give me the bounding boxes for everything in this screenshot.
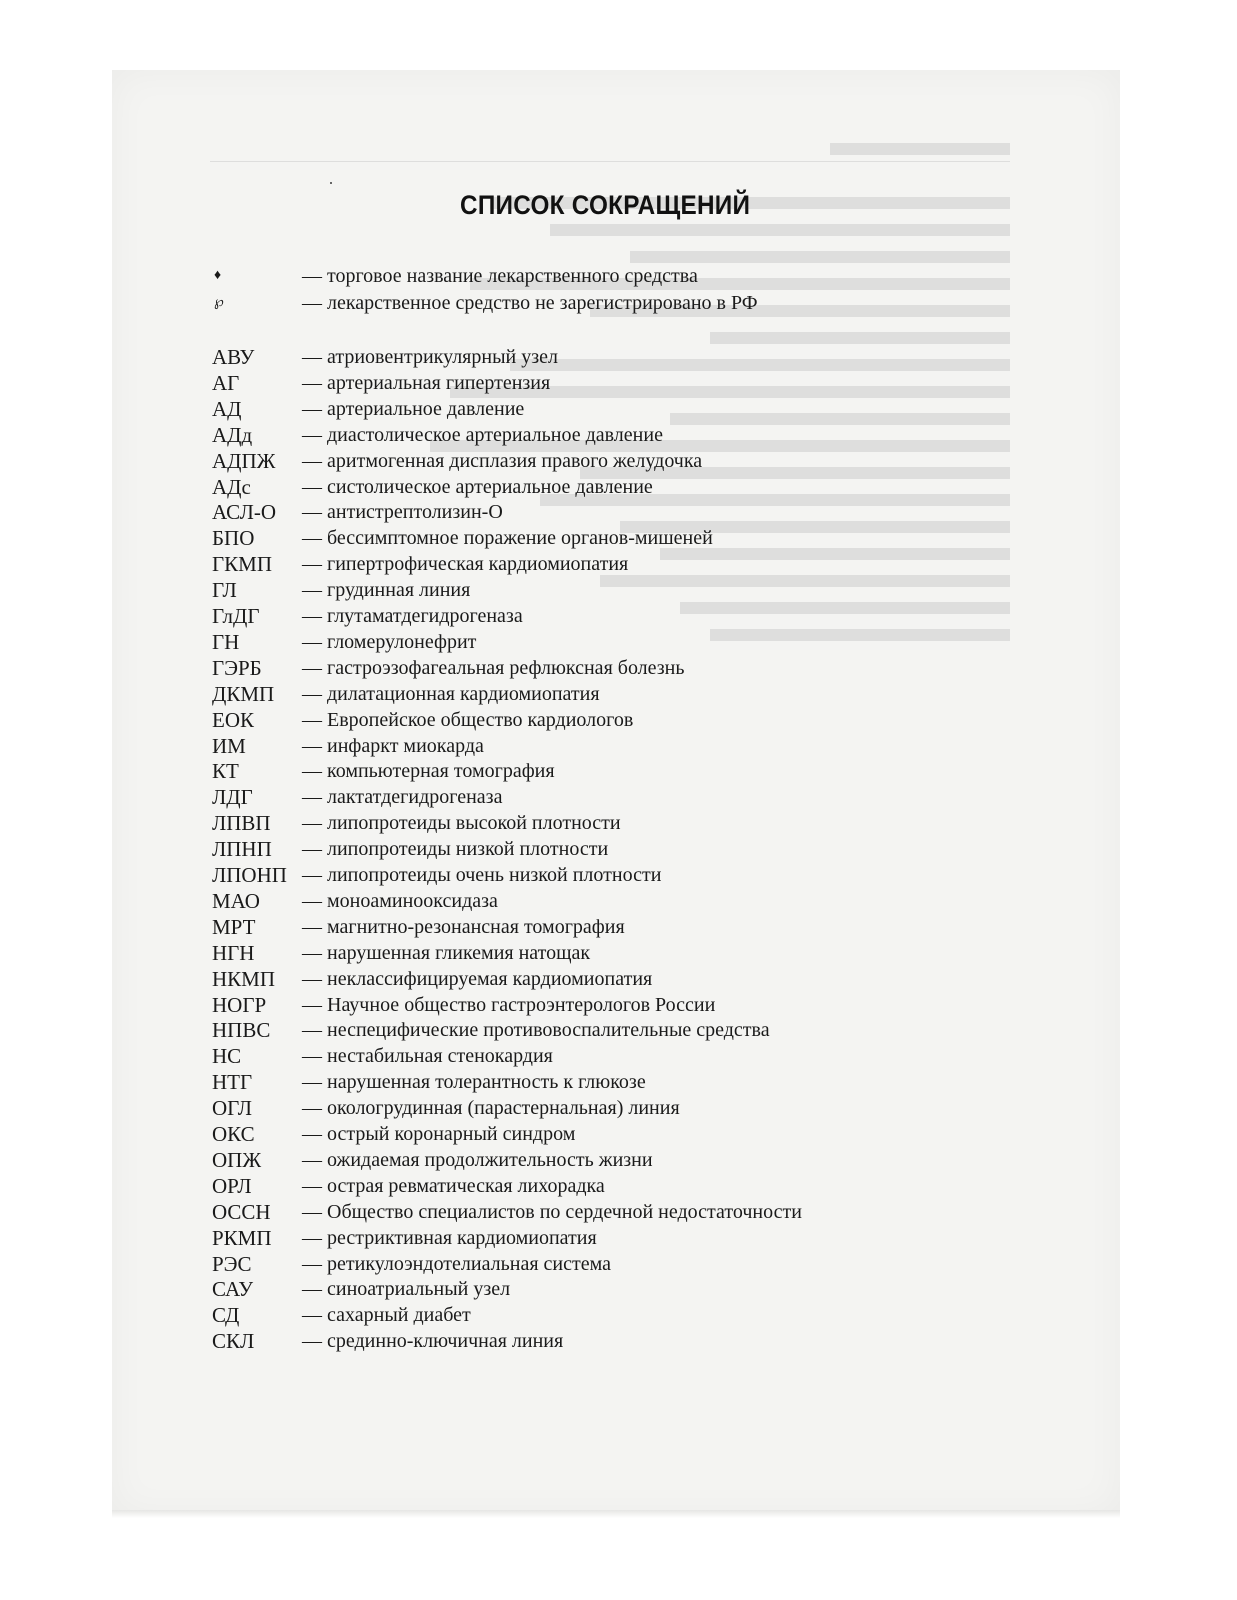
abbreviation-term: САУ — [212, 1277, 254, 1302]
entry-definition: Научное общество гастроэнтерологов России — [327, 993, 716, 1016]
abbreviation-term: ГКМП — [212, 552, 272, 577]
abbreviation-term: НПВС — [212, 1018, 271, 1043]
entry-definition: компьютерная томография — [327, 760, 555, 783]
entry-definition: лекарственное средство не зарегистрировано в РФ — [327, 291, 758, 314]
entry-definition: рестриктивная кардиомиопатия — [327, 1226, 597, 1249]
abbreviation-term: МРТ — [212, 914, 256, 939]
abbreviation-term: АДПЖ — [212, 448, 276, 473]
abbreviation-term: ГЭРБ — [212, 655, 262, 680]
entry-definition: сахарный диабет — [327, 1304, 471, 1327]
entry-definition: торговое название лекарственного средства — [327, 265, 698, 287]
page-title: СПИСОК СОКРАЩЕНИЙ — [460, 190, 751, 220]
entry-definition: нарушенная гликемия натощак — [327, 941, 591, 964]
abbreviation-term: АГ — [212, 370, 240, 395]
entry-definition: магнитно-резонансная томография — [327, 915, 625, 938]
abbreviation-term: ГлДГ — [212, 604, 260, 628]
entry-dash: — — [302, 501, 322, 524]
abbreviation-term: ГН — [212, 629, 240, 654]
entry-dash: — — [302, 579, 322, 602]
entry-dash: — — [302, 630, 322, 653]
entry-dash: — — [302, 371, 322, 394]
entry-definition: срединно-ключичная линия — [327, 1330, 564, 1353]
entry-definition: Европейское общество кардиологов — [327, 708, 634, 731]
entry-definition: моноаминооксидаза — [327, 889, 498, 912]
entry-dash: — — [302, 1174, 322, 1197]
entry-definition: неклассифицируемая кардиомиопатия — [327, 967, 653, 990]
entry-definition: артериальная гипертензия — [327, 371, 551, 394]
entry-definition: антистрептолизин-О — [327, 501, 503, 524]
entry-dash: — — [302, 760, 322, 783]
entry-dash: — — [302, 1071, 322, 1094]
entry-definition: синоатриальный узел — [327, 1278, 511, 1301]
entry-definition: нестабильная стенокардия — [327, 1045, 553, 1068]
entry-definition: лактатдегидрогеназа — [327, 786, 503, 809]
entry-definition: систолическое артериальное давление — [327, 475, 653, 498]
entry-definition: Общество специалистов по сердечной недостаточности — [327, 1200, 802, 1223]
entry-definition: бессимптомное поражение органов-мишеней — [327, 527, 713, 550]
entry-definition: глутаматдегидрогеназа — [327, 605, 523, 627]
abbreviation-term: ЛПОНП — [212, 863, 287, 887]
entry-dash: — — [302, 1304, 322, 1327]
entry-dash: — — [302, 993, 322, 1016]
entry-definition: диастолическое артериальное давление — [327, 423, 663, 446]
entry-dash: — — [302, 346, 322, 368]
abbreviation-term: НКМП — [212, 966, 276, 991]
entry-dash: — — [302, 605, 322, 627]
entry-definition: неспецифические противовоспалительные средства — [327, 1019, 770, 1042]
abbreviation-term: ОПЖ — [212, 1147, 262, 1172]
symbol-mark: ℘ — [214, 294, 224, 310]
entry-dash: — — [302, 838, 322, 861]
entry-definition: дилатационная кардиомиопатия — [327, 682, 600, 705]
entry-dash: — — [302, 967, 322, 990]
page-edge — [112, 1510, 1120, 1518]
abbreviation-term: ИМ — [212, 733, 246, 758]
entry-dash: — — [302, 1330, 322, 1353]
entry-definition: липопротеиды очень низкой плотности — [327, 864, 662, 886]
abbreviation-term: НОГР — [212, 992, 267, 1017]
entry-definition: гломерулонефрит — [327, 630, 477, 653]
abbreviation-term: МАО — [212, 888, 260, 913]
abbreviation-term: БПО — [212, 526, 255, 551]
abbreviation-term: РЭС — [212, 1251, 252, 1276]
abbreviation-term: РКМП — [212, 1225, 272, 1250]
abbreviation-term: КТ — [212, 759, 239, 784]
abbreviation-term: ОССН — [212, 1199, 271, 1224]
entry-dash: — — [302, 682, 322, 705]
abbreviation-term: НС — [212, 1044, 242, 1069]
entry-definition: окологрудинная (парастернальная) линия — [327, 1097, 680, 1120]
entry-definition: липопротеиды высокой плотности — [327, 812, 621, 835]
entry-dash: — — [302, 553, 322, 576]
entry-dash: — — [302, 1019, 322, 1042]
entry-definition: аритмогенная дисплазия правого желудочка — [327, 449, 703, 472]
entry-dash: — — [302, 708, 322, 731]
entry-dash: — — [302, 1123, 322, 1145]
entry-dash: — — [302, 941, 322, 964]
abbreviation-term: ЛПВП — [212, 811, 271, 836]
entry-definition: липопротеиды низкой плотности — [327, 838, 609, 861]
abbreviation-term: ГЛ — [212, 578, 237, 603]
entry-dash: — — [302, 449, 322, 472]
entry-dash: — — [302, 786, 322, 809]
abbreviation-term: СД — [212, 1303, 240, 1328]
entry-dash: — — [302, 1200, 322, 1223]
entry-definition: ожидаемая продолжительность жизни — [327, 1148, 653, 1171]
abbreviation-term: АСЛ-О — [212, 500, 277, 525]
entry-dash: — — [302, 864, 322, 886]
abbreviation-term: АДд — [212, 422, 253, 447]
entry-dash: — — [302, 1045, 322, 1068]
entry-dash: — — [302, 915, 322, 938]
entry-dash: — — [302, 1278, 322, 1301]
entry-definition: грудинная линия — [327, 579, 471, 602]
symbol-mark: ♦ — [214, 268, 222, 283]
entry-definition: атриовентрикулярный узел — [327, 346, 558, 368]
entry-definition: ретикулоэндотелиальная система — [327, 1252, 612, 1275]
abbreviation-term: НТГ — [212, 1070, 253, 1095]
entry-dash: — — [302, 291, 322, 314]
abbreviation-term: НГН — [212, 940, 255, 965]
entry-dash: — — [302, 1097, 322, 1120]
stray-mark — [330, 182, 332, 184]
abbreviation-term: ОКС — [212, 1122, 255, 1146]
entry-definition: нарушенная толерантность к глюкозе — [327, 1071, 646, 1094]
entry-dash: — — [302, 656, 322, 679]
abbreviation-term: ЛДГ — [212, 785, 253, 810]
abbreviation-term: ОГЛ — [212, 1096, 252, 1121]
entry-dash: — — [302, 1226, 322, 1249]
abbreviation-term: ДКМП — [212, 681, 275, 706]
entry-dash: — — [302, 265, 322, 287]
entry-definition: острый коронарный синдром — [327, 1123, 576, 1145]
entry-dash: — — [302, 1252, 322, 1275]
entry-definition: инфаркт миокарда — [327, 734, 484, 757]
entry-dash: — — [302, 527, 322, 550]
entry-dash: — — [302, 475, 322, 498]
entry-dash: — — [302, 397, 322, 420]
abbreviation-term: АД — [212, 396, 242, 421]
abbreviation-term: ОРЛ — [212, 1173, 252, 1198]
entry-definition: гипертрофическая кардиомиопатия — [327, 553, 629, 576]
abbreviation-term: АВУ — [212, 345, 255, 369]
entry-definition: гастроэзофагеальная рефлюксная болезнь — [327, 656, 685, 679]
abbreviation-term: ЕОК — [212, 707, 254, 732]
entry-dash: — — [302, 734, 322, 757]
entry-dash: — — [302, 812, 322, 835]
entry-dash: — — [302, 889, 322, 912]
abbreviation-term: ЛПНП — [212, 837, 272, 862]
entry-definition: острая ревматическая лихорадка — [327, 1174, 605, 1197]
abbreviation-term: АДс — [212, 474, 251, 499]
entry-dash: — — [302, 1148, 322, 1171]
abbreviation-term: СКЛ — [212, 1329, 255, 1354]
entry-definition: артериальное давление — [327, 397, 525, 420]
entry-dash: — — [302, 423, 322, 446]
